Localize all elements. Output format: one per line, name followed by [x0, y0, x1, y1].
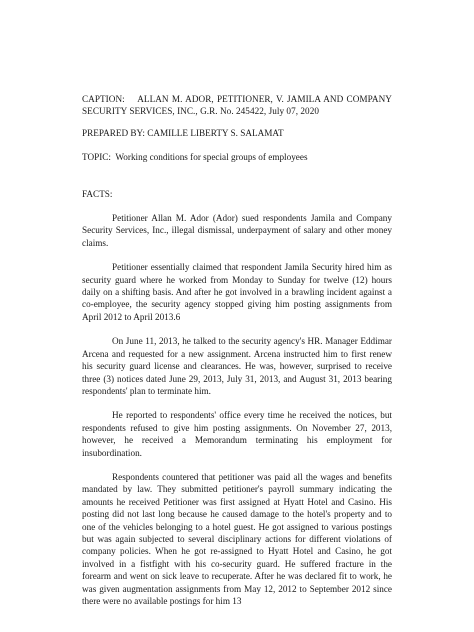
prepared-by-name: CAMILLE LIBERTY S. SALAMAT [147, 127, 284, 138]
topic-label: TOPIC: [82, 152, 111, 163]
topic-text: Working conditions for special groups of employees [115, 152, 308, 163]
facts-heading: FACTS: [82, 188, 113, 199]
facts-paragraph-2: Petitioner essentially claimed that respondent Jamila Security hired him as security guard where he worked from Monday to Sunday for twelve (12) hours daily on a shifting basis. And after he got involved in a brawling incident against a co-employee, the security agency stopped giving him posting assignments from April 2012 to April 2013.6 [82, 262, 392, 322]
facts-paragraph-4: He reported to respondents' office every time he received the notices, but respondents refused to give him posting assignments. On November 27, 2013, however, he received a Memorandum terminating his employment for insubordination. [82, 410, 392, 458]
facts-paragraph-3: On June 11, 2013, he talked to the security agency's HR. Manager Eddimar Arcena and requested for a new assignment. Arcena instructed him to first renew his security guard license and clearances. He was, however, surprised to receive three (3) notices dated June 29, 2013, July 31, 2013, and August 31, 2013 bearing respondents' plan to terminate him. [82, 336, 392, 396]
caption-label: CAPTION: [82, 94, 125, 104]
caption [82, 93, 392, 118]
document-page [82, 93, 392, 607]
caption-text: ALLAN M. ADOR, PETITIONER, V. JAMILA AND COMPANY SECURITY SERVICES, INC., G.R. No. 245422, July 07, 2020 [82, 94, 392, 117]
topic [82, 151, 392, 163]
prepared-by [82, 127, 392, 139]
prepared-by-label: PREPARED BY: [82, 127, 145, 138]
facts-paragraph-1: Petitioner Allan M. Ador (Ador) sued respondents Jamila and Company Security Services, Inc., illegal dismissal, underpayment of salary and other money claims. [82, 213, 392, 248]
facts-paragraph-5: Respondents countered that petitioner was paid all the wages and benefits mandated by law. They submitted petitioner's payroll summary indicating the amounts he received Petitioner was first assigned at Hyatt Hotel and Casino. His posting did not last long because he caused damage to the hotel's property and to one of the vehicles belonging to a hotel guest. He got assigned to various postings but was again subjected to several disciplinary actions for different violations of company policies. When he got re-assigned to Hyatt Hotel and Casino, he got involved in a fistfight with his co-security guard. He suffered fracture in the forearm and went on sick leave to recuperate. After he was declared fit to work, he was given augmentation assignments from May 12, 2012 to September 2012 since there were no available postings for him 13 [82, 471, 392, 606]
